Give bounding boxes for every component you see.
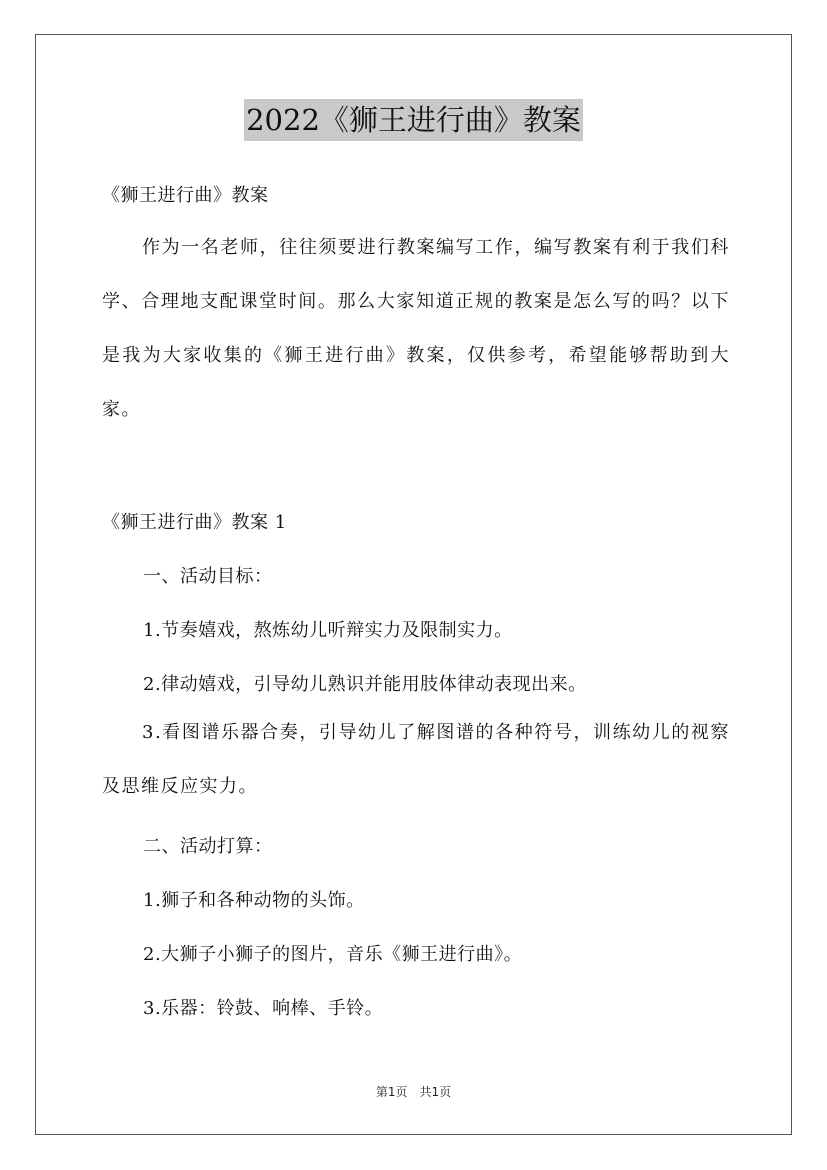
prep-item-2: 2.大狮子小狮子的图片，音乐《狮王进行曲》。 [143,944,523,965]
prep-heading: 二、活动打算： [143,836,273,857]
prep-item-3: 3.乐器：铃鼓、响棒、手铃。 [143,998,384,1019]
intro-paragraph: 作为一名老师，往往须要进行教案编写工作，编写教案有利于我们科学、合理地支配课堂时间。那么大家知道正规的教案是怎么写的吗？以下是我为大家收集的《狮王进行曲》教案，仅供参考，希望能够帮助到大家。 [102,237,730,420]
section-heading: 《狮王进行曲》教案 1 [102,512,287,533]
title-container [0,99,827,141]
page-footer: 第1页 共1页 [375,1085,452,1099]
prep-item-1: 1.狮子和各种动物的头饰。 [143,890,365,911]
goal-item-1: 1.节奏嬉戏，熬炼幼儿听辩实力及限制实力。 [143,620,513,641]
document-subtitle: 《狮王进行曲》教案 [102,185,269,206]
document-title: 2022《狮王进行曲》教案 [244,99,583,141]
goals-heading: 一、活动目标： [143,566,273,587]
goal-item-2: 2.律动嬉戏，引导幼儿熟识并能用肢体律动表现出来。 [143,674,587,695]
goal-item-3: 3.看图谱乐器合奏，引导幼儿了解图谱的各种符号，训练幼儿的视察及思维反应实力。 [102,722,730,797]
